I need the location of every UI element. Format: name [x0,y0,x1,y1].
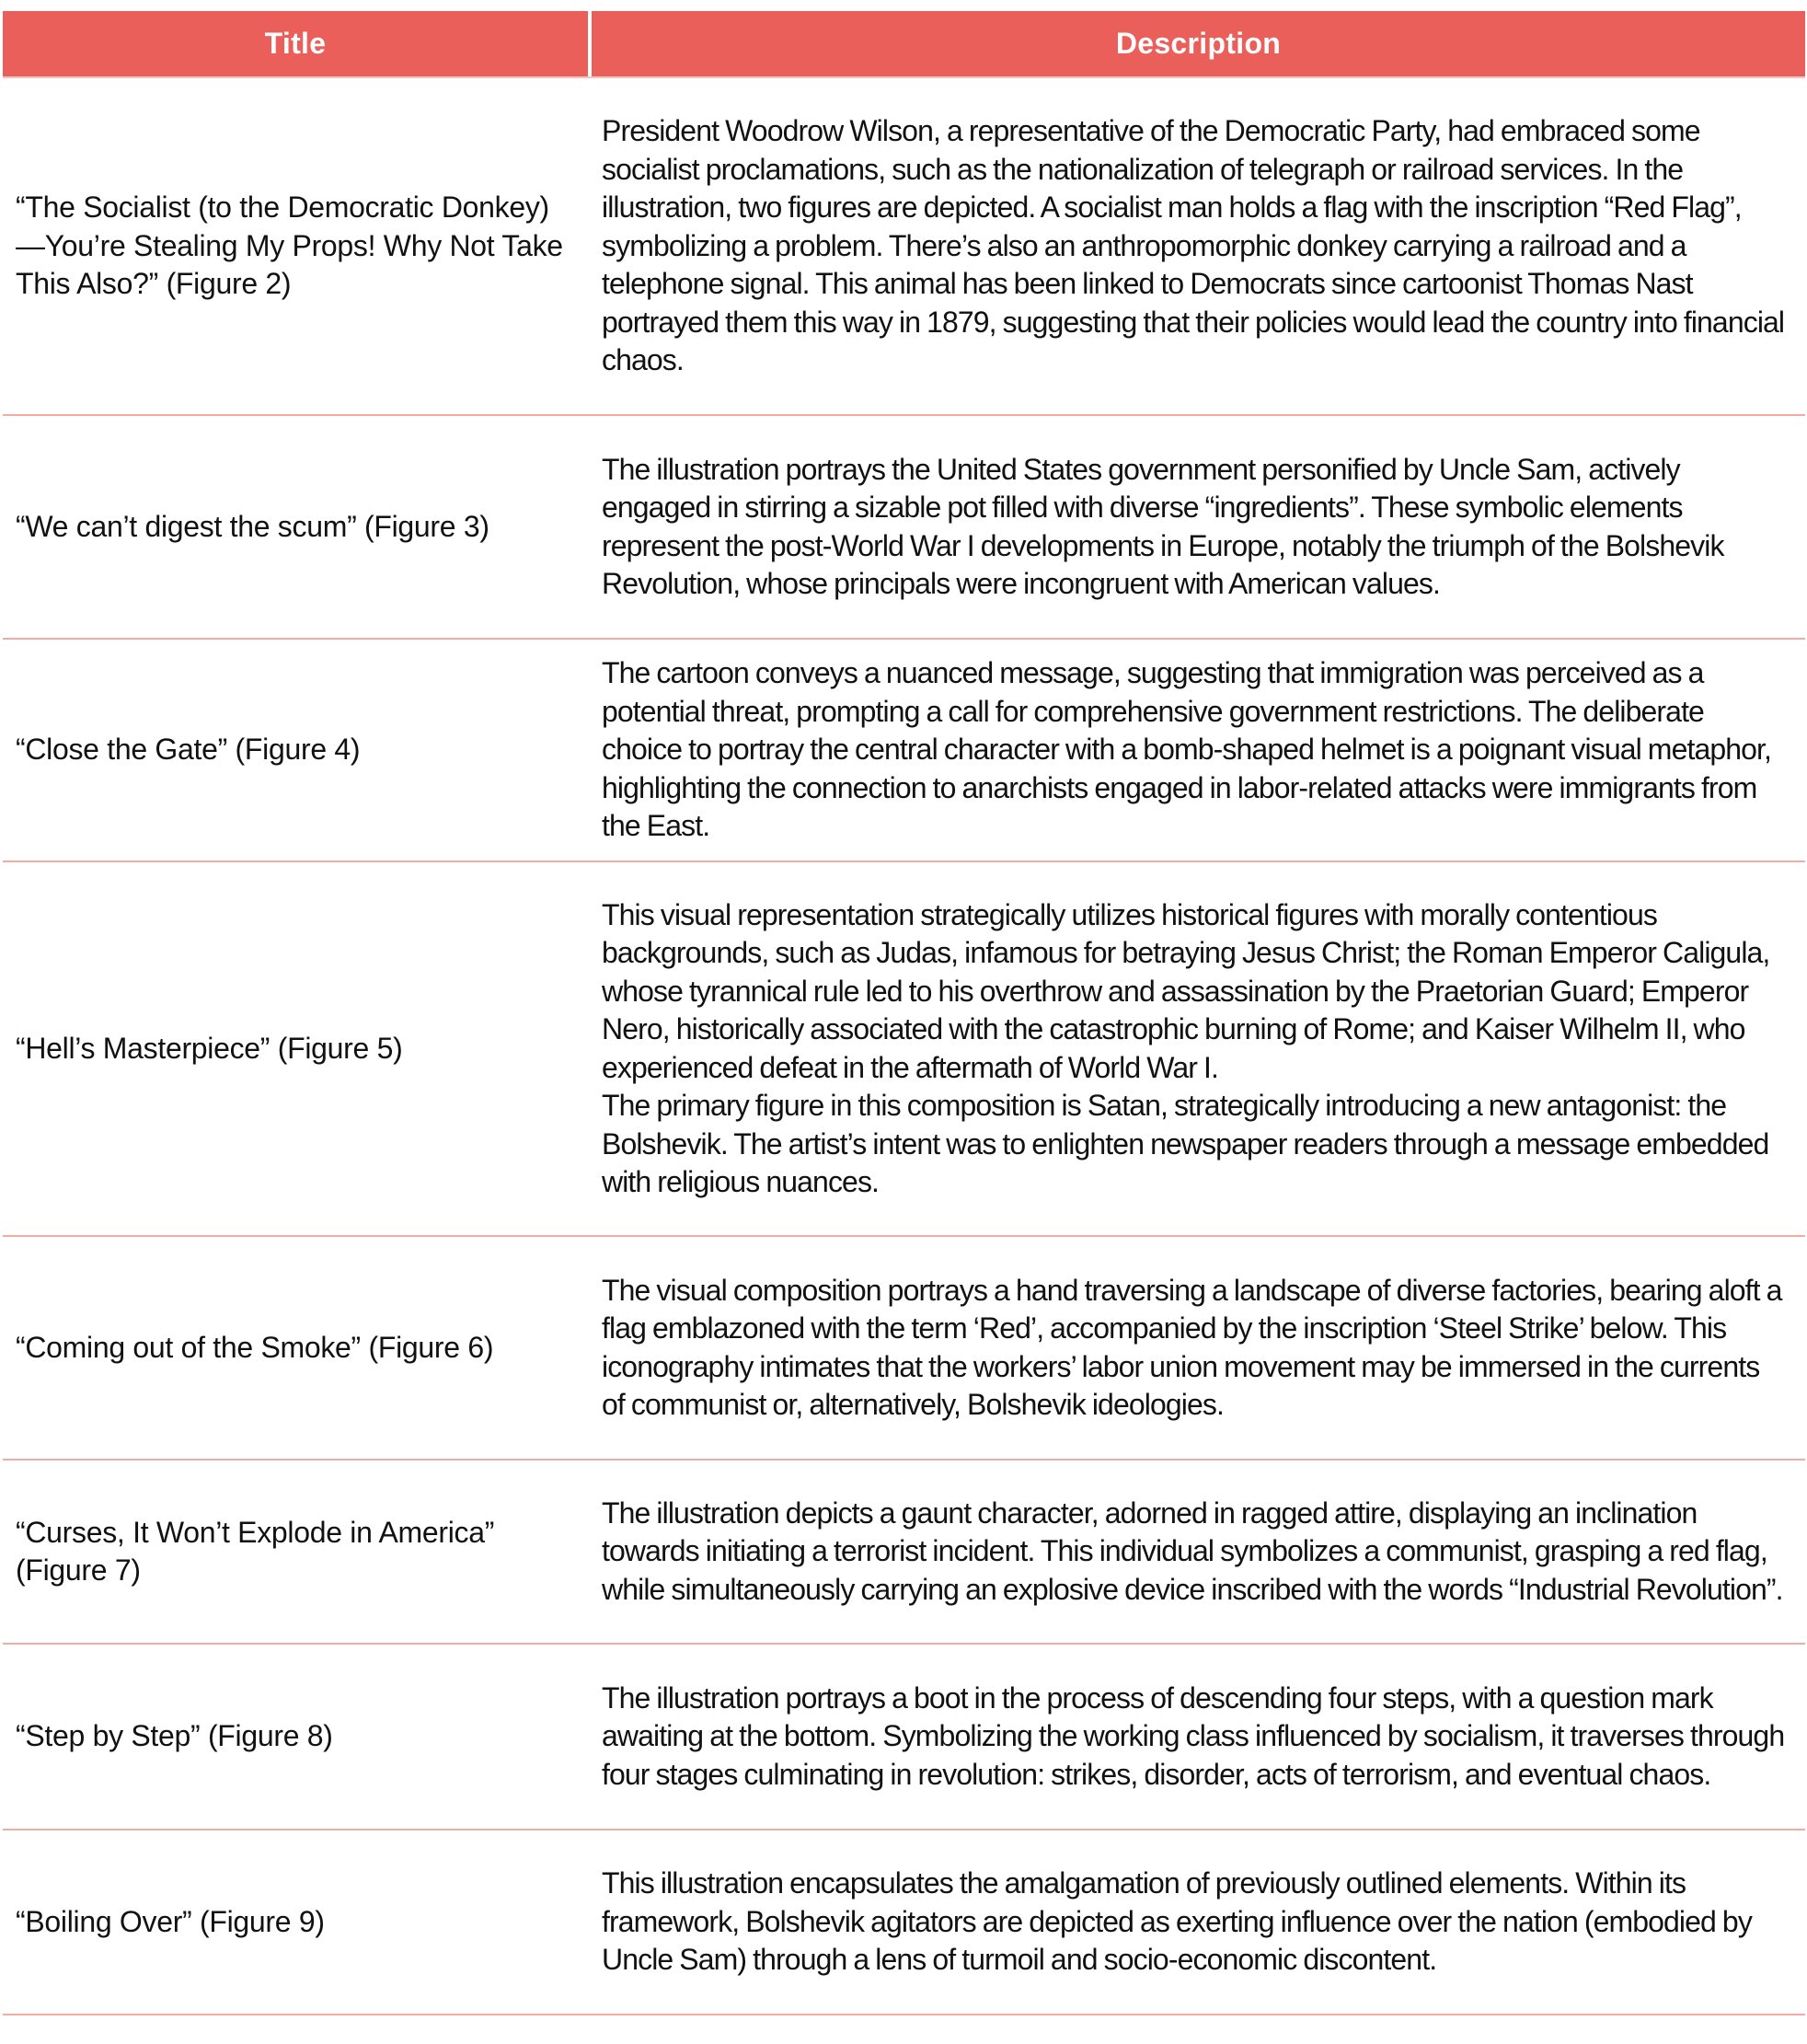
row-title: “Coming out of the Smoke” (Figure 6) [16,1330,494,1364]
table-header [3,11,1805,78]
row-description [592,1645,1805,1829]
table-row [3,862,1805,1237]
row-title: “Boiling Over” (Figure 9) [16,1904,325,1938]
cartoon-description-table [3,11,1805,2015]
column-header-title: Title [3,11,588,76]
description-paragraph: The illustration depicts a gaunt character, adorned in ragged attire, displaying an inclination towards initiating a terrorist incident. This individual symbolizes a communist, grasping a red flag, while simultaneously carrying an explosive device inscribed with the words “Industrial Revolution”. [602,1495,1783,1606]
row-description [592,1461,1805,1643]
table-row [3,1830,1805,2015]
row-title: “Step by Step” (Figure 8) [16,1719,333,1753]
description-paragraph: The cartoon conveys a nuanced message, suggesting that immigration was perceived as a potential threat, prompting a call for comprehensive government restrictions. The deliberate choice to portray the central character with a bomb-shaped helmet is a poignant visual metaphor, highlighting the connection to anarchists engaged in labor-related attacks were immigrants from the East. [602,656,1772,843]
row-title: “Close the Gate” (Figure 4) [16,733,361,767]
row-description [592,1237,1805,1459]
description-paragraph: The visual composition portrays a hand traversing a landscape of diverse factories, bearing aloft a flag emblazoned with the term ‘Red’, accompanied by the inscription ‘Steel Strike’ below. This iconography intimates that the workers’ labor union movement may be immersed in the currents of communist or, alternatively, Bolshevik ideologies. [602,1273,1782,1421]
description-paragraph: This illustration encapsulates the amalgamation of previously outlined elements. Within its framework, Bolshevik agitators are depicted as exerting influence over the nation (embodied by Uncle Sam) through a lens of turmoil and socio-economic discontent. [602,1866,1752,1977]
description-paragraph: The illustration portrays the United States government personified by Uncle Sam, actively engaged in stirring a sizable pot filled with diverse “ingredients”. These symbolic elements represent the post-World War I developments in Europe, notably the triumph of the Bolshevik Revolution, whose principals were incongruent with American values. [602,452,1724,600]
column-header-description: Description [592,11,1805,76]
row-title: “Curses, It Won’t Explode in America” (Figure 7) [16,1515,495,1587]
table-row [3,1461,1805,1645]
table-row [3,640,1805,862]
description-paragraph: President Woodrow Wilson, a representative of the Democratic Party, had embraced some socialist proclamations, such as the nationalization of telegraph or railroad services. In the illustration, two figures are depicted. A socialist man holds a flag with the inscription “Red Flag”, symbolizing a problem. There’s also an anthropomorphic donkey carrying a railroad and a telephone signal. This animal has been linked to Democrats since cartoonist Thomas Nast portrayed them this way in 1879, suggesting that their policies would lead the country into financial chaos. [602,114,1785,377]
description-paragraph: The illustration portrays a boot in the process of descending four steps, with a question mark awaiting at the bottom. Symbolizing the working class influenced by socialism, it traverses through four stages culminating in revolution: strikes, disorder, acts of terrorism, and eventual chaos. [602,1680,1785,1791]
row-description [592,416,1805,638]
table-row [3,1645,1805,1830]
table-row [3,1237,1805,1461]
description-paragraph: The primary figure in this composition is Satan, strategically introducing a new antagonist: the Bolshevik. The artist’s intent was to enlighten newspaper readers through a message embedded with religious nuances. [602,1089,1769,1198]
row-description [592,78,1805,414]
row-description [592,862,1805,1235]
table-row [3,78,1805,416]
row-description [592,1830,1805,2014]
row-title: “The Socialist (to the Democratic Donkey) —You’re Stealing My Props! Why Not Take This Also?” (Figure 2) [16,191,563,301]
row-title: “Hell’s Masterpiece” (Figure 5) [16,1031,403,1065]
row-title: “We can’t digest the scum” (Figure 3) [16,509,489,543]
table-row [3,416,1805,640]
description-paragraph: This visual representation strategically utilizes historical figures with morally contentious backgrounds, such as Judas, infamous for betraying Jesus Christ; the Roman Emperor Caligula, whose tyrannical rule led to his overthrow and assassination by the Praetorian Guard; Emperor Nero, historically associated with the catastrophic burning of Rome; and Kaiser Wilhelm II, who experienced defeat in the aftermath of World War I. [602,897,1770,1084]
row-description [592,640,1805,860]
